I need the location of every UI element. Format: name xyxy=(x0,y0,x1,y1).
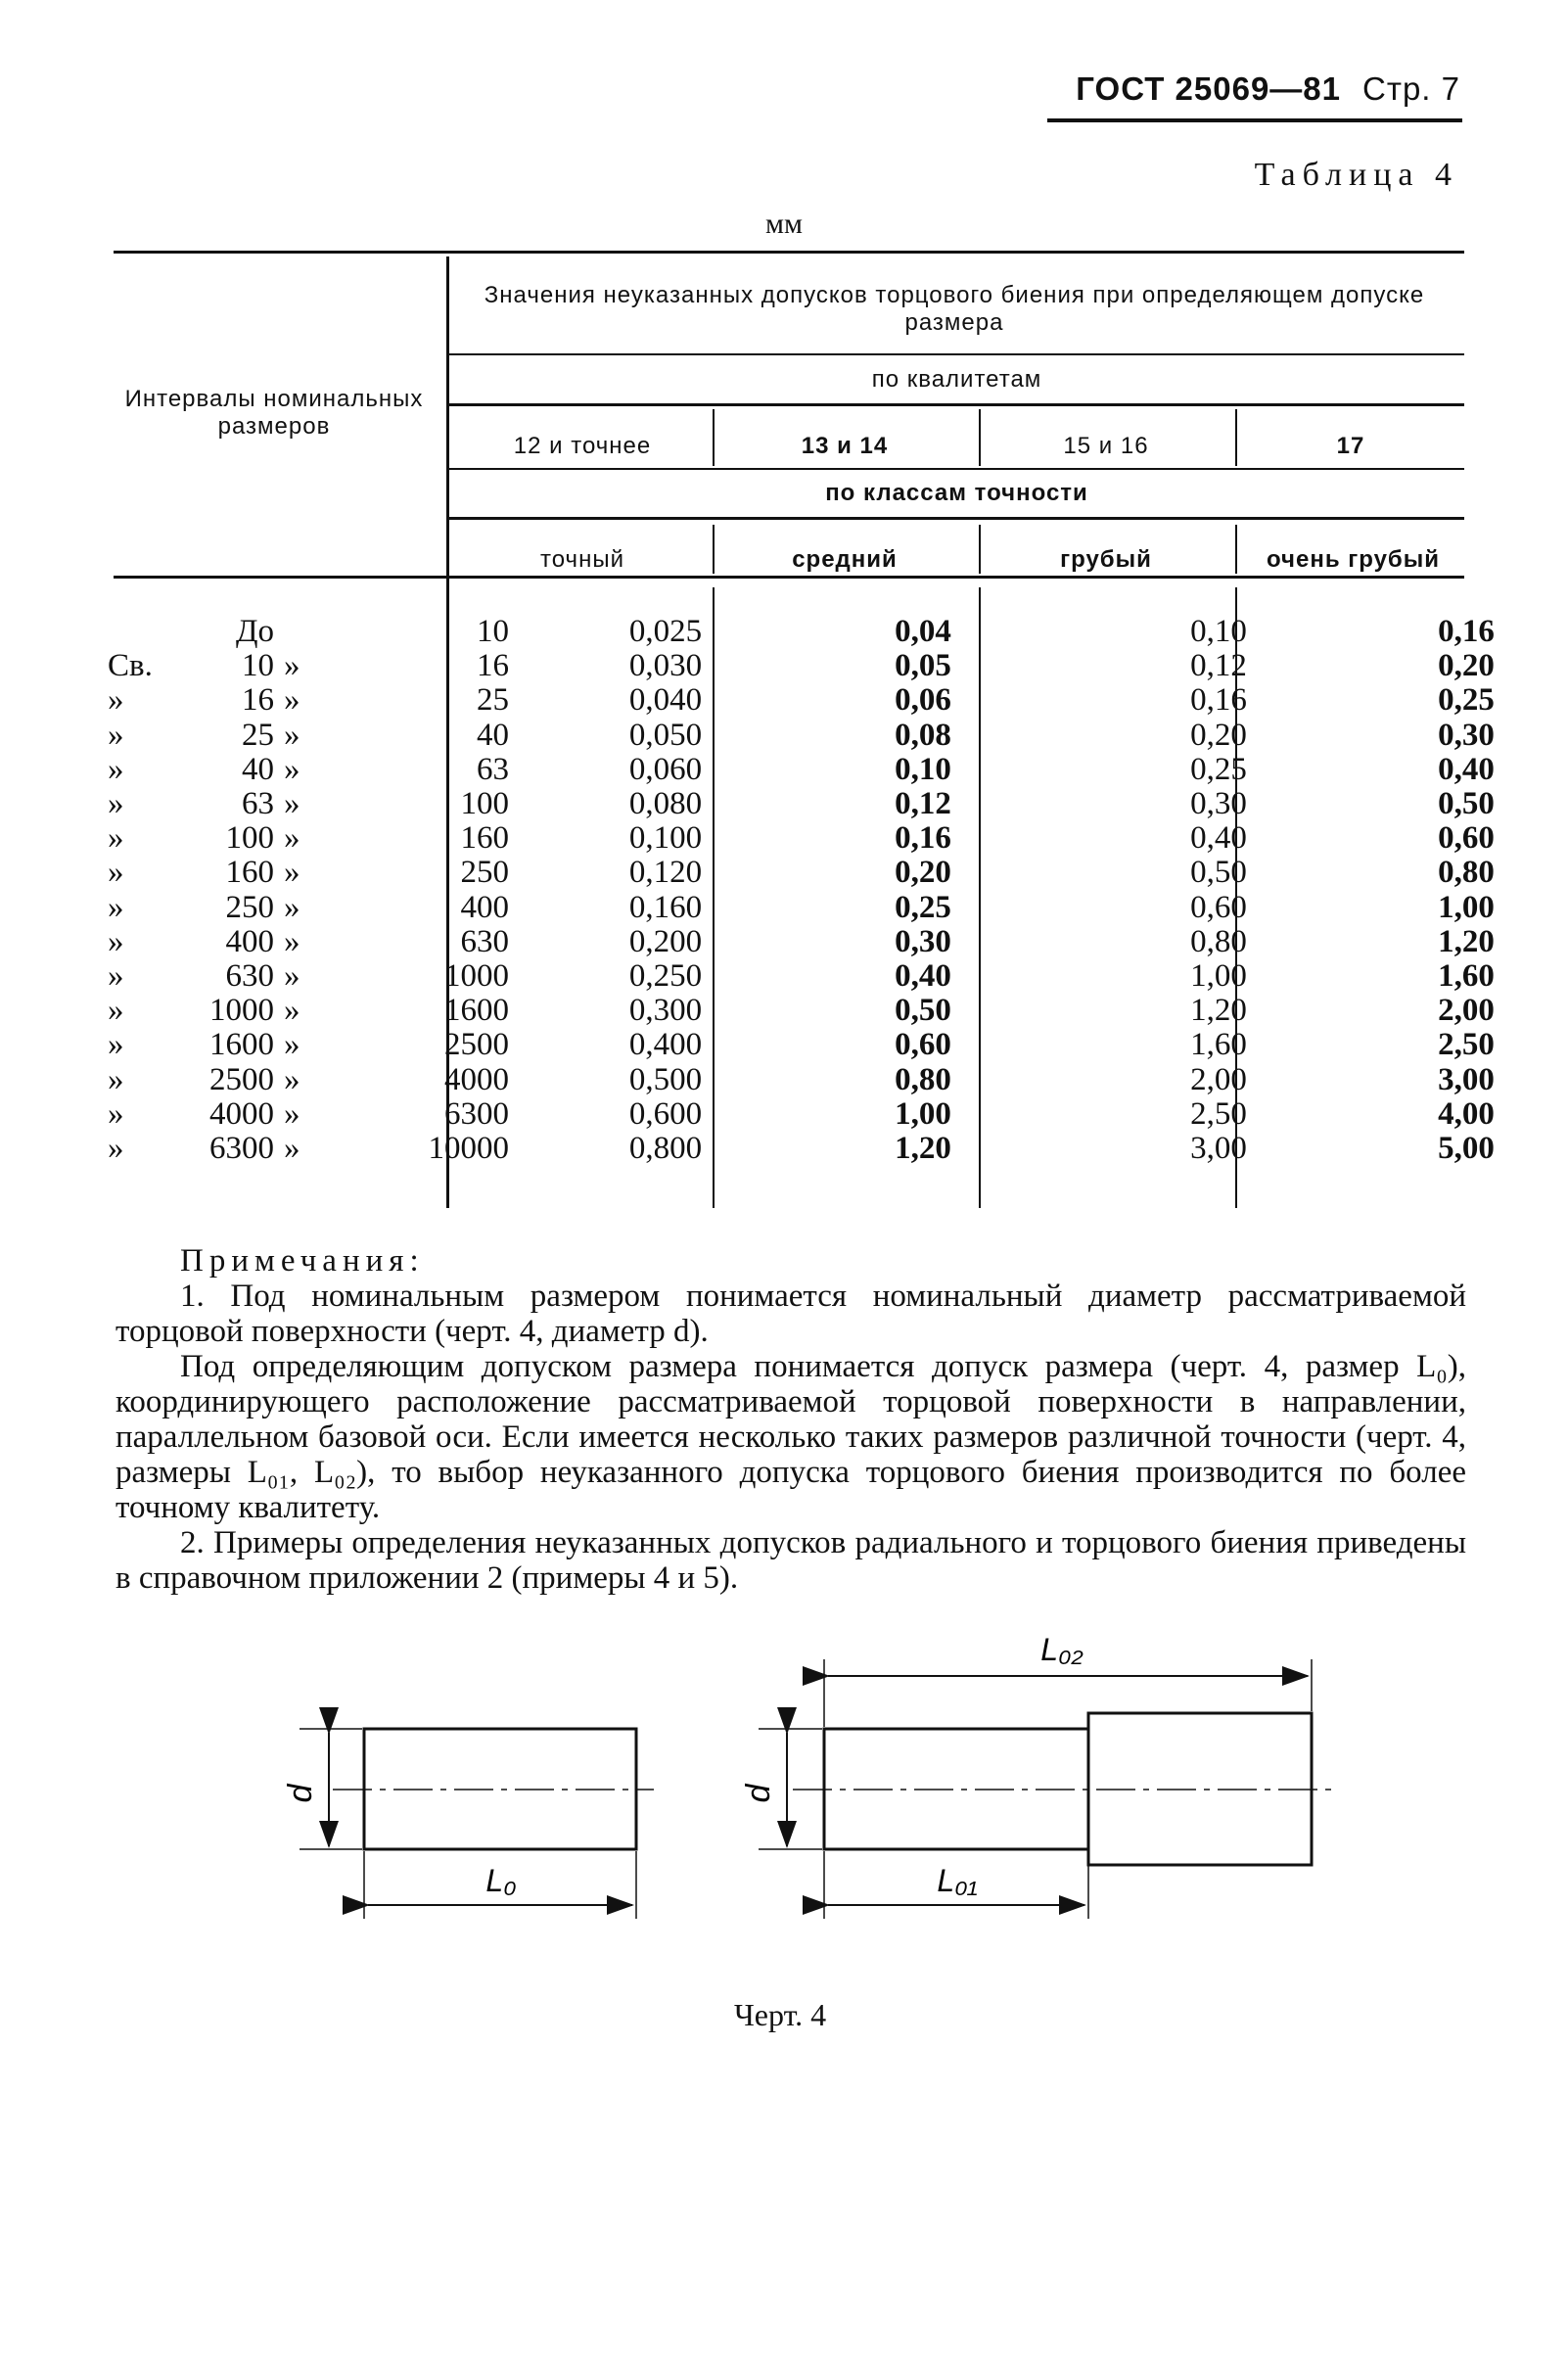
tolerance-value: 2,00 xyxy=(1438,993,1495,1029)
interval-prefix: » xyxy=(108,751,124,787)
page-number: Стр. 7 xyxy=(1362,70,1460,107)
tolerance-value: 2,50 xyxy=(1438,1027,1495,1063)
table-row xyxy=(108,958,1495,994)
interval-from: 630 xyxy=(225,958,274,994)
tolerance-value: 0,30 xyxy=(1438,717,1495,753)
interval-prefix: » xyxy=(108,786,124,821)
tolerance-value: 0,50 xyxy=(1438,786,1495,821)
tolerance-value: 1,00 xyxy=(895,1095,951,1132)
table-row xyxy=(108,1095,1495,1132)
notes xyxy=(115,1243,1466,1596)
tolerance-value: 0,040 xyxy=(628,682,703,719)
interval-arrow: » xyxy=(284,682,300,719)
class-1: точный xyxy=(540,546,624,573)
grade-1: 12 и точнее xyxy=(513,433,652,459)
table-row xyxy=(108,820,1495,857)
interval-from: 100 xyxy=(225,820,274,857)
tolerance-value: 0,10 xyxy=(895,751,951,787)
tolerance-value: 0,16 xyxy=(895,820,951,857)
interval-prefix: » xyxy=(108,855,124,891)
tolerance-value: 1,20 xyxy=(1438,923,1495,959)
interval-prefix: » xyxy=(108,923,124,959)
table-row xyxy=(108,1131,1495,1166)
table-row xyxy=(108,648,1495,684)
interval-arrow: » xyxy=(284,1027,300,1063)
col-header-intervals: Интервалы номинальных размеров xyxy=(124,386,424,440)
table-row xyxy=(108,751,1495,787)
tolerance-value: 0,025 xyxy=(628,614,703,649)
interval-arrow: » xyxy=(284,1095,300,1132)
class-4: очень грубый xyxy=(1266,546,1441,573)
tolerance-value: 0,30 xyxy=(1190,786,1247,821)
interval-to: 10000 xyxy=(428,1131,509,1166)
tolerance-value: 0,10 xyxy=(1190,614,1247,649)
tolerance-value: 0,080 xyxy=(628,786,703,821)
grade-3: 15 и 16 xyxy=(1063,433,1149,459)
tolerance-value: 0,04 xyxy=(895,614,951,649)
tolerance-value: 5,00 xyxy=(1438,1131,1495,1166)
note-1-continued: Под определяющим допуском размера понимается допуск размера (черт. 4, размер L₀), координирующего расположение рассматриваемой торцовой поверхности в направлении, параллельном базовой оси. Если имеется несколько таких размеров различной точности (черт. 4, размеры L₀₁, L₀₂), то выбор неуказанного допуска торцового биения производится по более точному квалитету. xyxy=(115,1349,1466,1525)
grade-4: 17 xyxy=(1336,433,1365,459)
interval-from: 6300 xyxy=(209,1131,274,1166)
tolerance-value: 0,80 xyxy=(1438,855,1495,891)
tolerance-value: 0,80 xyxy=(1190,923,1247,959)
tolerance-value: 0,16 xyxy=(1438,614,1495,649)
header-rule-4 xyxy=(449,517,1464,520)
drawing-part-simple xyxy=(300,1729,654,1919)
label-L02: L₀₂ xyxy=(1040,1632,1084,1667)
tolerance-value: 1,60 xyxy=(1190,1027,1247,1063)
tolerance-value: 0,250 xyxy=(628,958,703,994)
table-row xyxy=(108,682,1495,719)
interval-prefix: » xyxy=(108,717,124,753)
tolerance-value: 0,08 xyxy=(895,717,951,753)
interval-prefix: » xyxy=(108,958,124,994)
col-header-values: Значения неуказанных допусков торцового биения при определяющем допуске размера xyxy=(484,282,1425,336)
interval-to: 1000 xyxy=(444,958,509,994)
interval-to: 16 xyxy=(477,648,509,684)
interval-from: 40 xyxy=(242,751,274,787)
tolerance-value: 0,12 xyxy=(1190,648,1247,684)
interval-arrow: » xyxy=(284,923,300,959)
tolerance-value: 0,050 xyxy=(628,717,703,753)
tolerance-value: 0,400 xyxy=(628,1027,703,1063)
tolerance-value: 1,20 xyxy=(895,1131,951,1166)
interval-to: 2500 xyxy=(444,1027,509,1063)
standard-code: ГОСТ 25069—81 xyxy=(1076,70,1341,107)
class-2: средний xyxy=(792,546,898,573)
interval-arrow: » xyxy=(284,751,300,787)
header-rule xyxy=(1047,118,1462,122)
interval-arrow: » xyxy=(284,993,300,1029)
interval-arrow: » xyxy=(284,786,300,821)
interval-to: 10 xyxy=(477,614,509,649)
tolerance-value: 0,120 xyxy=(628,855,703,891)
interval-prefix: » xyxy=(108,1061,124,1097)
interval-from: 250 xyxy=(225,889,274,925)
interval-prefix: » xyxy=(108,682,124,719)
interval-to: 630 xyxy=(460,923,509,959)
interval-to: 400 xyxy=(460,889,509,925)
by-grades-label: по квалитетам xyxy=(871,366,1042,393)
interval-from: 4000 xyxy=(209,1095,274,1132)
interval-arrow: » xyxy=(284,1061,300,1097)
table-row xyxy=(108,923,1495,959)
tolerance-value: 0,16 xyxy=(1190,682,1247,719)
tolerance-value: 0,30 xyxy=(895,923,951,959)
interval-prefix: » xyxy=(108,889,124,925)
interval-to: 63 xyxy=(477,751,509,787)
table-unit: мм xyxy=(765,208,803,240)
interval-to: 250 xyxy=(460,855,509,891)
tolerance-value: 4,00 xyxy=(1438,1095,1495,1132)
tolerance-value: 0,40 xyxy=(1438,751,1495,787)
tolerance-value: 0,800 xyxy=(628,1131,703,1166)
interval-prefix: » xyxy=(108,1027,124,1063)
interval-prefix: » xyxy=(108,1131,124,1166)
interval-from: 400 xyxy=(225,923,274,959)
tolerance-value: 0,60 xyxy=(1190,889,1247,925)
grade-divider-2 xyxy=(979,409,981,466)
tolerance-value: 0,300 xyxy=(628,993,703,1029)
tolerance-value: 0,060 xyxy=(628,751,703,787)
table-row xyxy=(108,1027,1495,1063)
label-L01: L₀₁ xyxy=(937,1863,978,1898)
note-1: 1. Под номинальным размером понимается номинальный диаметр рассматриваемой торцовой поверхности (черт. 4, диаметр d). xyxy=(115,1279,1466,1349)
class-divider-1 xyxy=(713,525,715,574)
table-title: Таблица 4 xyxy=(1254,157,1458,193)
interval-prefix: » xyxy=(108,1095,124,1132)
interval-from: До xyxy=(235,614,274,649)
interval-to: 6300 xyxy=(444,1095,509,1132)
technical-drawing xyxy=(0,1605,1568,1919)
tolerance-value: 0,05 xyxy=(895,648,951,684)
tolerance-value: 0,500 xyxy=(628,1061,703,1097)
interval-prefix: » xyxy=(108,820,124,857)
interval-from: 1000 xyxy=(209,993,274,1029)
interval-arrow: » xyxy=(284,958,300,994)
tolerance-value: 2,50 xyxy=(1190,1095,1247,1132)
interval-to: 4000 xyxy=(444,1061,509,1097)
interval-to: 1600 xyxy=(444,993,509,1029)
interval-arrow: » xyxy=(284,717,300,753)
class-divider-2 xyxy=(979,525,981,574)
tolerance-value: 0,50 xyxy=(895,993,951,1029)
tolerance-value: 0,20 xyxy=(895,855,951,891)
tolerance-value: 0,160 xyxy=(628,889,703,925)
header-rule-1 xyxy=(449,353,1464,355)
class-divider-3 xyxy=(1235,525,1237,574)
tolerance-value: 0,600 xyxy=(628,1095,703,1132)
tolerance-value: 3,00 xyxy=(1438,1061,1495,1097)
table-row xyxy=(108,993,1495,1029)
tolerance-value: 1,00 xyxy=(1438,889,1495,925)
interval-to: 100 xyxy=(460,786,509,821)
grade-divider-1 xyxy=(713,409,715,466)
tolerance-value: 0,030 xyxy=(628,648,703,684)
tolerance-value: 0,06 xyxy=(895,682,951,719)
label-d-right: d xyxy=(740,1784,777,1803)
label-d-left: d xyxy=(282,1784,319,1803)
tolerance-value: 0,25 xyxy=(1190,751,1247,787)
interval-to: 40 xyxy=(477,717,509,753)
drawing-part-stepped xyxy=(759,1659,1331,1919)
tolerance-value: 3,00 xyxy=(1190,1131,1247,1166)
table-row xyxy=(108,889,1495,925)
tolerance-value: 0,20 xyxy=(1438,648,1495,684)
interval-arrow: » xyxy=(284,648,300,684)
grade-2: 13 и 14 xyxy=(801,433,889,459)
drawing-caption: Черт. 4 xyxy=(734,1997,827,2032)
interval-arrow: » xyxy=(284,855,300,891)
tolerance-value: 1,00 xyxy=(1190,958,1247,994)
tolerance-value: 0,20 xyxy=(1190,717,1247,753)
tolerance-value: 0,12 xyxy=(895,786,951,821)
note-2: 2. Примеры определения неуказанных допусков радиального и торцового биения приведены в справочном приложении 2 (примеры 4 и 5). xyxy=(115,1525,1466,1596)
table-row xyxy=(108,1061,1495,1097)
tolerance-value: 2,00 xyxy=(1190,1061,1247,1097)
table-row xyxy=(108,717,1495,753)
table-row xyxy=(108,614,1495,649)
interval-arrow: » xyxy=(284,889,300,925)
tolerance-value: 0,80 xyxy=(895,1061,951,1097)
tolerance-value: 1,60 xyxy=(1438,958,1495,994)
interval-from: 2500 xyxy=(209,1061,274,1097)
interval-from: 1600 xyxy=(209,1027,274,1063)
interval-to: 25 xyxy=(477,682,509,719)
table-row xyxy=(108,855,1495,891)
interval-from: 16 xyxy=(242,682,274,719)
interval-from: 63 xyxy=(242,786,274,821)
tolerance-value: 0,200 xyxy=(628,923,703,959)
tolerance-value: 0,40 xyxy=(895,958,951,994)
tolerance-value: 0,100 xyxy=(628,820,703,857)
notes-heading: Примечания: xyxy=(180,1243,425,1279)
interval-from: 25 xyxy=(242,717,274,753)
by-classes-label: по классам точности xyxy=(825,480,1088,506)
tolerance-value: 0,25 xyxy=(1438,682,1495,719)
grade-divider-3 xyxy=(1235,409,1237,466)
label-L0: L₀ xyxy=(485,1863,517,1898)
interval-prefix: Св. xyxy=(108,648,153,684)
header-bottom-rule xyxy=(114,576,1464,579)
tolerance-value: 0,25 xyxy=(895,889,951,925)
table-row xyxy=(108,786,1495,821)
tolerance-value: 1,20 xyxy=(1190,993,1247,1029)
interval-from: 10 xyxy=(242,648,274,684)
tolerance-value: 0,40 xyxy=(1190,820,1247,857)
interval-prefix: » xyxy=(108,993,124,1029)
page-header xyxy=(1076,70,1460,108)
class-3: грубый xyxy=(1060,546,1152,573)
table-top-rule xyxy=(114,251,1464,254)
header-rule-2 xyxy=(449,403,1464,406)
header-rule-3 xyxy=(449,468,1464,470)
tolerance-value: 0,60 xyxy=(1438,820,1495,857)
interval-arrow: » xyxy=(284,1131,300,1166)
tolerance-value: 0,60 xyxy=(895,1027,951,1063)
interval-from: 160 xyxy=(225,855,274,891)
interval-to: 160 xyxy=(460,820,509,857)
tolerance-value: 0,50 xyxy=(1190,855,1247,891)
interval-arrow: » xyxy=(284,820,300,857)
